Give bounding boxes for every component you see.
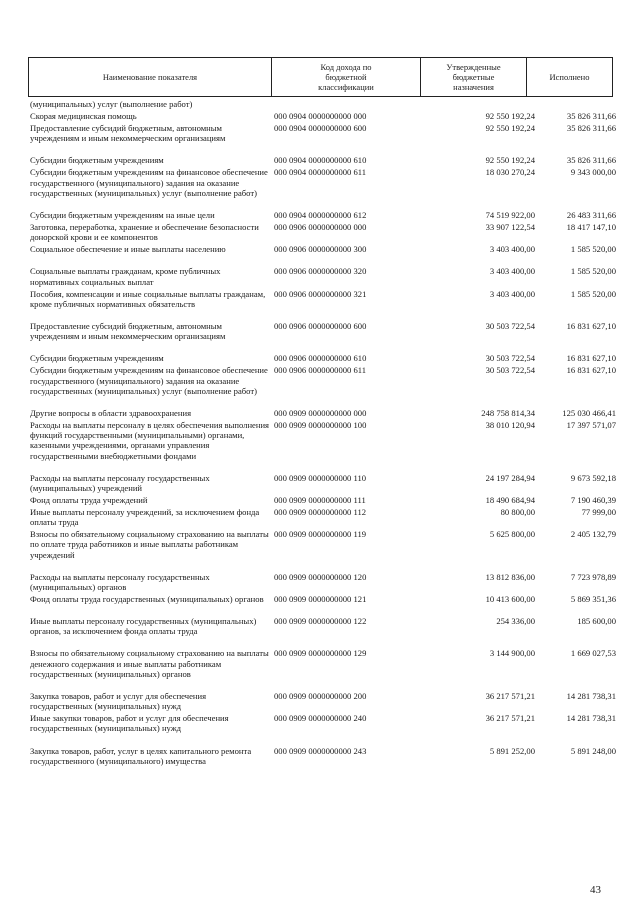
row-code: 000 0909 0000000000 240: [274, 713, 367, 724]
table-row: [30, 648, 615, 691]
row-name: Иные выплаты персоналу государственных (муниципальных) органов, за исключением фонда оплаты труда: [30, 616, 257, 637]
row-executed: 35 826 311,66: [566, 111, 616, 121]
row-approved: 5 625 800,00: [489, 529, 535, 540]
table-row: [30, 365, 615, 408]
row-name: Иные закупки товаров, работ и услуг для обеспечения государственных (муниципальных) нужд: [30, 713, 229, 734]
header-code: Код дохода по бюджетной классификации: [318, 62, 374, 92]
page-number: 43: [590, 884, 601, 896]
row-executed: 7 190 460,39: [570, 494, 616, 505]
table-body: [30, 99, 615, 778]
row-approved: 24 197 284,94: [485, 472, 535, 483]
row-name: Расходы на выплаты персоналу государственных (муниципальных) органов: [30, 571, 210, 592]
row-approved: 5 891 252,00: [489, 745, 535, 756]
header-name: Наименование показателя: [102, 72, 198, 82]
row-executed: 16 831 627,10: [566, 353, 616, 364]
table-row: [30, 529, 615, 572]
table-row: [30, 111, 615, 123]
row-code: 000 0906 0000000000 320: [274, 266, 367, 277]
table-row: [30, 616, 615, 648]
row-name: Расходы на выплаты персоналу в целях обеспечения выполнения функций государственными (муниципальными) органами, казенными учреждениями, органами управления государственными внебюджетными фондами: [30, 419, 270, 461]
row-name: Предоставление субсидий бюджетным, автономным учреждениям и иным некоммерческим организациям: [30, 123, 226, 144]
row-approved: 92 550 192,24: [485, 155, 535, 166]
row-code: 000 0909 0000000000 243: [274, 745, 367, 756]
row-name: Фонд оплаты труда учреждений: [30, 494, 148, 505]
row-executed: 14 281 738,31: [566, 713, 616, 724]
row-executed: 1 585 520,00: [570, 266, 616, 277]
row-executed: 14 281 738,31: [566, 691, 616, 702]
row-executed: 5 869 351,36: [570, 593, 616, 604]
row-executed: 7 723 978,89: [570, 571, 616, 582]
row-approved: 33 907 122,54: [485, 221, 535, 232]
row-approved: 74 519 922,00: [485, 209, 535, 220]
row-name: Взносы по обязательному социальному страхованию на выплаты по оплате труда работников и иные выплаты работникам учреждений: [30, 529, 269, 560]
table-row: [30, 266, 615, 288]
table-row: [30, 321, 615, 353]
row-executed: 5 891 248,00: [570, 745, 616, 756]
row-executed: 18 417 147,10: [566, 221, 616, 232]
row-name: (муниципальных) услуг (выполнение работ): [30, 99, 193, 109]
table-row: [30, 420, 615, 473]
table-row: [30, 495, 615, 507]
row-name: Закупка товаров, работ, услуг в целях капитального ремонта государственного (муниципального) имущества: [30, 745, 252, 766]
row-name: Иные выплаты персоналу учреждений, за исключением фонда оплаты труда: [30, 506, 260, 528]
table-row: [30, 210, 615, 222]
table-row: [30, 746, 615, 778]
row-code: 000 0904 0000000000 612: [274, 209, 367, 220]
row-name: Социальное обеспечение и иные выплаты населению: [30, 244, 226, 255]
row-code: 000 0909 0000000000 122: [274, 616, 367, 627]
table-row: [30, 594, 615, 616]
table-row: [30, 167, 615, 210]
row-code: 000 0904 0000000000 000: [274, 111, 367, 121]
row-name: Субсидии бюджетным учреждениям на финансовое обеспечение государственного (муниципального) задания на оказание государственных (муниципальных) услуг (выполнение работ): [30, 167, 268, 198]
row-executed: 17 397 571,07: [566, 419, 616, 430]
row-code: 000 0906 0000000000 600: [274, 320, 367, 331]
row-name: Субсидии бюджетным учреждениям: [30, 155, 164, 166]
row-name: Фонд оплаты труда государственных (муниципальных) органов: [30, 593, 264, 604]
table-row: [30, 473, 615, 495]
row-code: 000 0906 0000000000 300: [274, 244, 367, 255]
row-name: Субсидии бюджетным учреждениям на финансовое обеспечение государственного (муниципального) задания на оказание государственных (муниципальных) услуг (выполнение работ): [30, 365, 268, 396]
row-code: 000 0904 0000000000 600: [274, 123, 367, 133]
row-executed: 26 483 311,66: [566, 209, 616, 220]
row-approved: 3 403 400,00: [489, 266, 535, 277]
row-code: 000 0904 0000000000 611: [274, 167, 367, 178]
table-row: [30, 507, 615, 529]
row-executed: 1 585 520,00: [570, 244, 616, 255]
row-name: Предоставление субсидий бюджетным, автономным учреждениям и иным некоммерческим организациям: [30, 320, 226, 342]
row-executed: 9 343 000,00: [570, 167, 616, 178]
row-executed: 16 831 627,10: [566, 320, 616, 331]
row-code: 000 0909 0000000000 112: [274, 506, 367, 517]
row-code: 000 0909 0000000000 121: [274, 593, 367, 604]
row-approved: 18 490 684,94: [485, 494, 535, 505]
row-code: 000 0909 0000000000 110: [274, 472, 367, 483]
row-approved: 3 144 900,00: [489, 648, 535, 659]
row-name: Субсидии бюджетным учреждениям: [30, 353, 164, 364]
row-approved: 92 550 192,24: [485, 111, 535, 121]
row-approved: 38 010 120,94: [485, 419, 535, 430]
row-executed: 185 600,00: [577, 616, 616, 627]
row-code: 000 0906 0000000000 611: [274, 365, 367, 376]
row-name: Субсидии бюджетным учреждениям на иные цели: [30, 209, 215, 220]
row-approved: 30 503 722,54: [485, 365, 535, 376]
row-code: 000 0906 0000000000 610: [274, 353, 367, 364]
row-name: Закупка товаров, работ и услуг для обеспечения государственных (муниципальных) нужд: [30, 691, 207, 712]
row-code: 000 0909 0000000000 100: [274, 419, 367, 430]
row-approved: 30 503 722,54: [485, 320, 535, 331]
row-approved: 10 413 600,00: [485, 593, 535, 604]
row-approved: 13 812 836,00: [485, 571, 535, 582]
row-executed: 9 673 592,18: [570, 472, 616, 483]
row-approved: 3 403 400,00: [489, 244, 535, 255]
row-code: 000 0909 0000000000 000: [274, 407, 367, 418]
row-approved: 92 550 192,24: [485, 123, 535, 133]
header-executed: Исполнено: [549, 72, 590, 82]
table-header: [28, 57, 613, 97]
table-row: [30, 713, 615, 745]
row-code: 000 0909 0000000000 129: [274, 648, 367, 659]
row-name: Взносы по обязательному социальному страхованию на выплаты денежного содержания и иные выплаты работникам государственных (муниципальных) органов: [30, 648, 269, 679]
row-approved: 248 758 814,34: [481, 407, 535, 418]
row-approved: 36 217 571,21: [485, 691, 535, 702]
row-name: Другие вопросы в области здравоохранения: [30, 407, 192, 418]
row-executed: 16 831 627,10: [566, 365, 616, 376]
header-approved: Утвержденные бюджетные назначения: [446, 62, 501, 92]
row-name: Социальные выплаты гражданам, кроме публичных нормативных социальных выплат: [30, 266, 221, 287]
row-executed: 125 030 466,41: [562, 407, 616, 418]
row-code: 000 0909 0000000000 200: [274, 691, 367, 702]
row-code: 000 0909 0000000000 111: [274, 494, 366, 505]
row-executed: 35 826 311,66: [566, 123, 616, 133]
table-row: [30, 222, 615, 244]
row-approved: 18 030 270,24: [485, 167, 535, 178]
table-row: [30, 123, 615, 155]
row-code: 000 0906 0000000000 000: [274, 221, 367, 232]
row-approved: 80 800,00: [500, 506, 535, 517]
row-executed: 35 826 311,66: [566, 155, 616, 166]
row-executed: 1 669 027,53: [570, 648, 616, 659]
row-name: Скорая медицинская помощь: [30, 111, 137, 121]
row-code: 000 0904 0000000000 610: [274, 155, 367, 166]
row-executed: 2 405 132,79: [570, 529, 616, 540]
table-row: [30, 572, 615, 594]
row-executed: 1 585 520,00: [570, 288, 616, 299]
row-approved: 3 403 400,00: [489, 288, 535, 299]
row-code: 000 0906 0000000000 321: [274, 288, 367, 299]
table-row: [30, 289, 615, 321]
row-name: Пособия, компенсации и иные социальные выплаты гражданам, кроме публичных нормативных обязательств: [30, 288, 266, 309]
row-approved: 254 336,00: [496, 616, 535, 627]
table-row: [30, 353, 615, 365]
table-row: [30, 244, 615, 266]
table-row: [30, 99, 615, 111]
row-name: Заготовка, переработка, хранение и обеспечение безопасности донорской крови и ее компонентов: [30, 221, 259, 243]
row-code: 000 0909 0000000000 119: [274, 529, 367, 540]
row-executed: 77 999,00: [581, 506, 616, 517]
table-row: [30, 691, 615, 713]
row-approved: 30 503 722,54: [485, 353, 535, 364]
table-row: [30, 155, 615, 167]
row-approved: 36 217 571,21: [485, 713, 535, 724]
table-row: [30, 408, 615, 420]
row-name: Расходы на выплаты персоналу государственных (муниципальных) учреждений: [30, 472, 210, 493]
row-code: 000 0909 0000000000 120: [274, 571, 367, 582]
